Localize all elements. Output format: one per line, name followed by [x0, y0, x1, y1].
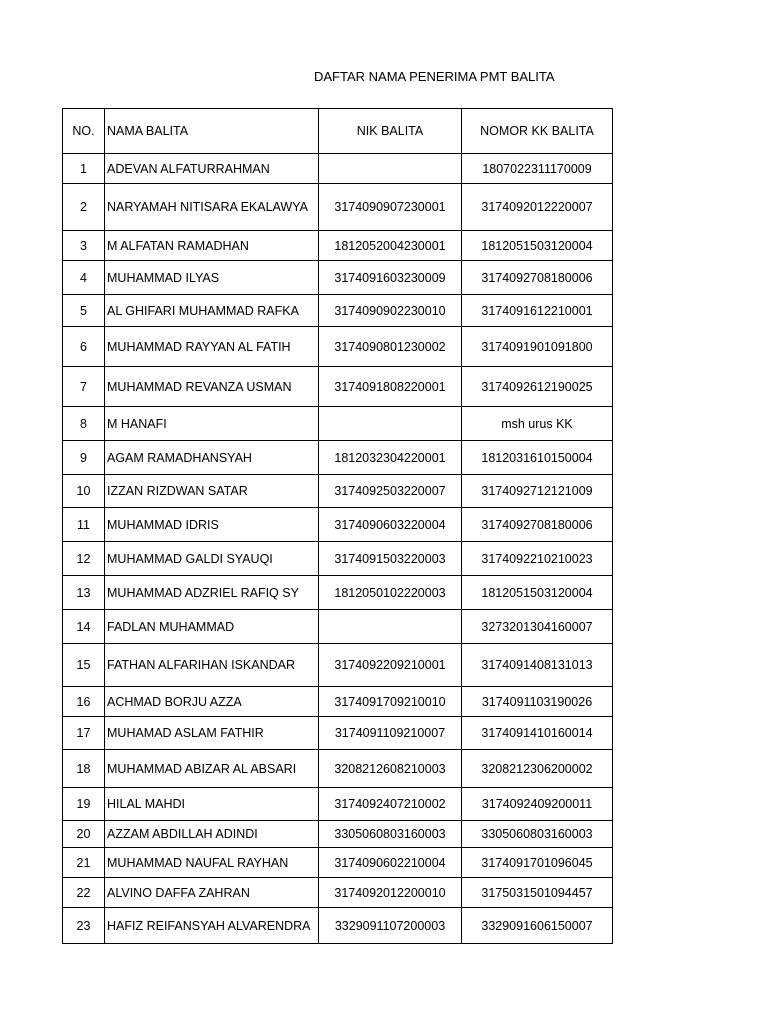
row-no: 3 — [63, 231, 105, 261]
row-nik: 1812032304220001 — [319, 441, 462, 475]
table-row — [63, 441, 613, 475]
row-no: 4 — [63, 261, 105, 295]
table-row — [63, 750, 613, 788]
row-nik: 1812052004230001 — [319, 231, 462, 261]
row-name: FATHAN ALFARIHAN ISKANDAR — [105, 644, 319, 687]
row-name: MUHAMMAD GALDI SYAUQI — [105, 542, 319, 576]
row-name: MUHAMMAD IDRIS — [105, 508, 319, 542]
table-row — [63, 327, 613, 367]
row-kk: 3305060803160003 — [462, 821, 613, 848]
table-row — [63, 821, 613, 848]
row-nik: 3174092012200010 — [319, 878, 462, 908]
row-kk: 3208212306200002 — [462, 750, 613, 788]
row-no: 18 — [63, 750, 105, 788]
row-name: MUHAMMAD ABIZAR AL ABSARI — [105, 750, 319, 788]
row-nik: 3174092503220007 — [319, 475, 462, 508]
row-name: M ALFATAN RAMADHAN — [105, 231, 319, 261]
row-nik — [319, 407, 462, 441]
table-row — [63, 295, 613, 327]
row-name: ACHMAD BORJU AZZA — [105, 687, 319, 717]
row-nik: 3174092209210001 — [319, 644, 462, 687]
row-kk: 3174091901091800 — [462, 327, 613, 367]
row-kk: 3174091103190026 — [462, 687, 613, 717]
row-kk: 3174091410160014 — [462, 717, 613, 750]
row-kk: 3174091612210001 — [462, 295, 613, 327]
row-kk: 3174092409200011 — [462, 788, 613, 821]
row-nik: 3174092407210002 — [319, 788, 462, 821]
table-header-row — [63, 109, 613, 154]
header-name: NAMA BALITA — [105, 109, 319, 154]
table-row — [63, 184, 613, 231]
row-kk: 1812031610150004 — [462, 441, 613, 475]
row-name: M HANAFI — [105, 407, 319, 441]
table-row — [63, 644, 613, 687]
row-name: AZZAM ABDILLAH ADINDI — [105, 821, 319, 848]
row-kk: 1812051503120004 — [462, 576, 613, 610]
table-row — [63, 610, 613, 644]
row-no: 22 — [63, 878, 105, 908]
row-name: ADEVAN ALFATURRAHMAN — [105, 154, 319, 184]
row-no: 1 — [63, 154, 105, 184]
row-no: 13 — [63, 576, 105, 610]
row-no: 8 — [63, 407, 105, 441]
row-no: 20 — [63, 821, 105, 848]
row-nik: 3174090902230010 — [319, 295, 462, 327]
row-kk: 3174091408131013 — [462, 644, 613, 687]
row-name: HAFIZ REIFANSYAH ALVARENDRA — [105, 908, 319, 944]
row-kk: 3174092210210023 — [462, 542, 613, 576]
row-nik — [319, 154, 462, 184]
row-no: 7 — [63, 367, 105, 407]
table-row — [63, 717, 613, 750]
row-kk: msh urus KK — [462, 407, 613, 441]
row-name: NARYAMAH NITISARA EKALAWYA — [105, 184, 319, 231]
row-nik: 1812050102220003 — [319, 576, 462, 610]
row-kk: 3329091606150007 — [462, 908, 613, 944]
row-kk: 3273201304160007 — [462, 610, 613, 644]
row-nik: 3174090603220004 — [319, 508, 462, 542]
row-nik: 3174091109210007 — [319, 717, 462, 750]
row-nik — [319, 610, 462, 644]
row-name: MUHAMMAD NAUFAL RAYHAN — [105, 848, 319, 878]
header-no: NO. — [63, 109, 105, 154]
row-no: 15 — [63, 644, 105, 687]
row-name: FADLAN MUHAMMAD — [105, 610, 319, 644]
row-nik: 3174091503220003 — [319, 542, 462, 576]
row-kk: 3174091701096045 — [462, 848, 613, 878]
row-no: 12 — [63, 542, 105, 576]
row-name: ALVINO DAFFA ZAHRAN — [105, 878, 319, 908]
row-no: 23 — [63, 908, 105, 944]
table-row — [63, 788, 613, 821]
row-name: IZZAN RIZDWAN SATAR — [105, 475, 319, 508]
table-row — [63, 908, 613, 944]
table-row — [63, 542, 613, 576]
table-row — [63, 475, 613, 508]
row-kk: 3175031501094457 — [462, 878, 613, 908]
row-kk: 3174092012220007 — [462, 184, 613, 231]
row-name: MUHAMMAD RAYYAN AL FATIH — [105, 327, 319, 367]
row-no: 19 — [63, 788, 105, 821]
row-kk: 3174092612190025 — [462, 367, 613, 407]
header-kk: NOMOR KK BALITA — [462, 109, 613, 154]
table-row — [63, 154, 613, 184]
row-name: AL GHIFARI MUHAMMAD RAFKA — [105, 295, 319, 327]
row-kk: 3174092712121009 — [462, 475, 613, 508]
row-name: HILAL MAHDI — [105, 788, 319, 821]
row-no: 17 — [63, 717, 105, 750]
table-row — [63, 878, 613, 908]
row-nik: 3208212608210003 — [319, 750, 462, 788]
row-nik: 3174091603230009 — [319, 261, 462, 295]
table-row — [63, 687, 613, 717]
table-row — [63, 261, 613, 295]
table-row — [63, 848, 613, 878]
row-name: MUHAMMAD ADZRIEL RAFIQ SY — [105, 576, 319, 610]
row-no: 9 — [63, 441, 105, 475]
table-row — [63, 508, 613, 542]
row-no: 5 — [63, 295, 105, 327]
row-no: 6 — [63, 327, 105, 367]
row-nik: 3174090801230002 — [319, 327, 462, 367]
recipients-table — [62, 108, 613, 944]
row-kk: 3174092708180006 — [462, 508, 613, 542]
row-nik: 3174091808220001 — [319, 367, 462, 407]
row-nik: 3305060803160003 — [319, 821, 462, 848]
row-nik: 3174090602210004 — [319, 848, 462, 878]
row-kk: 1807022311170009 — [462, 154, 613, 184]
row-no: 14 — [63, 610, 105, 644]
row-nik: 3174090907230001 — [319, 184, 462, 231]
header-nik: NIK BALITA — [319, 109, 462, 154]
row-kk: 3174092708180006 — [462, 261, 613, 295]
row-name: MUHAMMAD ILYAS — [105, 261, 319, 295]
table-row — [63, 231, 613, 261]
row-name: AGAM RAMADHANSYAH — [105, 441, 319, 475]
row-kk: 1812051503120004 — [462, 231, 613, 261]
table-row — [63, 367, 613, 407]
table-body — [63, 154, 613, 944]
row-no: 11 — [63, 508, 105, 542]
row-no: 2 — [63, 184, 105, 231]
row-no: 16 — [63, 687, 105, 717]
row-no: 10 — [63, 475, 105, 508]
row-no: 21 — [63, 848, 105, 878]
row-nik: 3174091709210010 — [319, 687, 462, 717]
page-title: DAFTAR NAMA PENERIMA PMT BALITA — [314, 69, 555, 84]
table-row — [63, 407, 613, 441]
row-nik: 3329091107200003 — [319, 908, 462, 944]
table-row — [63, 576, 613, 610]
row-name: MUHAMAD ASLAM FATHIR — [105, 717, 319, 750]
row-name: MUHAMMAD REVANZA USMAN — [105, 367, 319, 407]
